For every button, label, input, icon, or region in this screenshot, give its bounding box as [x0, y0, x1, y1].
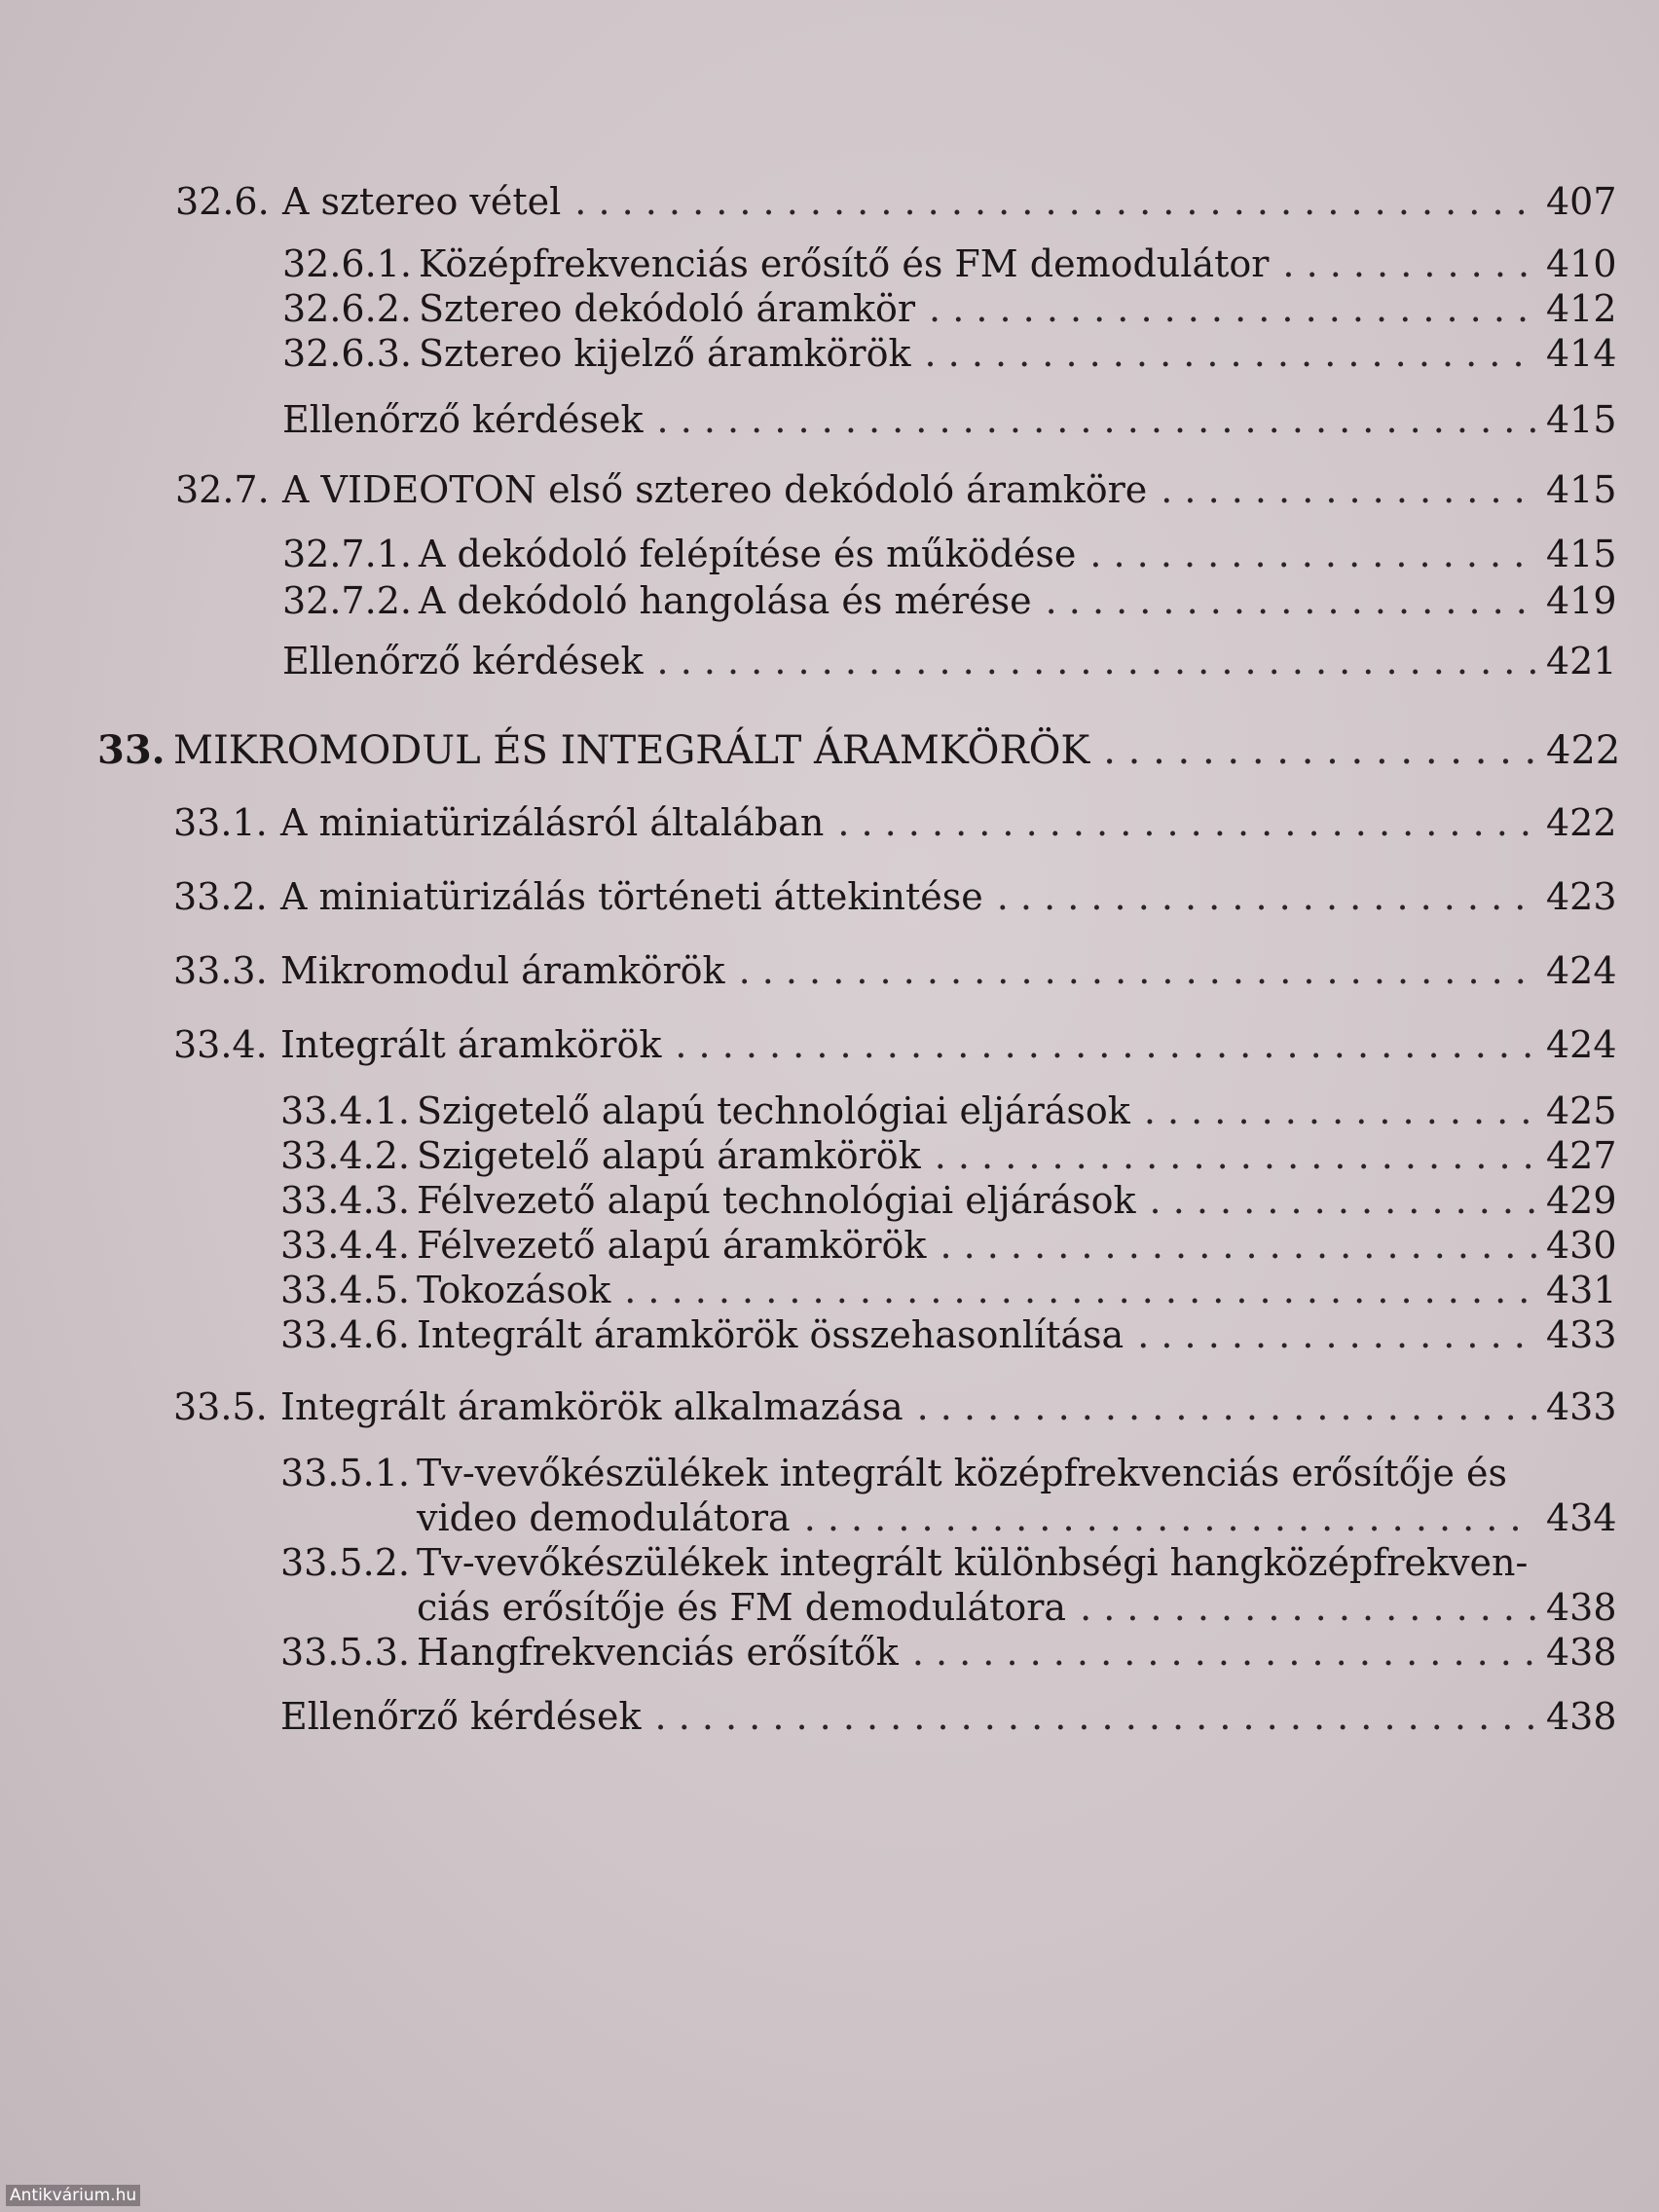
page-number: 423 [1546, 875, 1617, 918]
dot-leader [1137, 1312, 1536, 1357]
toc-entry-32-7-questions [282, 639, 1617, 683]
section-title: Szigetelő alapú áramkörök [417, 1134, 921, 1177]
toc-entry-33-2 [173, 874, 1617, 919]
page-number: 434 [1546, 1496, 1617, 1539]
chapter-number: 33. [97, 727, 166, 773]
toc-entry-32-7 [175, 467, 1617, 512]
section-title: Tokozások [417, 1269, 611, 1311]
section-title: Integrált áramkörök összehasonlítása [417, 1313, 1124, 1356]
page-number: 421 [1546, 640, 1617, 682]
dot-leader [655, 1694, 1536, 1739]
dot-leader [624, 1268, 1536, 1312]
toc-entry-33-5-3 [280, 1630, 1617, 1675]
section-title: Ellenőrző kérdések [280, 1695, 642, 1738]
page-number: 419 [1546, 579, 1617, 622]
toc-entry-33-5-questions [280, 1694, 1617, 1739]
toc-entry-32-6-1 [282, 241, 1617, 286]
page-number: 424 [1546, 1023, 1617, 1066]
page-number: 433 [1546, 1385, 1617, 1428]
dot-leader [1161, 467, 1536, 512]
section-title: Ellenőrző kérdések [282, 398, 644, 441]
section-number: 33.5. [173, 1385, 268, 1428]
toc-entry-33-4-3 [280, 1178, 1617, 1223]
page-number: 431 [1546, 1269, 1617, 1311]
dot-leader [837, 800, 1536, 845]
toc-entry-32-6-2 [282, 286, 1617, 331]
page-number: 430 [1546, 1224, 1617, 1267]
dot-leader [675, 1022, 1536, 1067]
page-number: 412 [1546, 287, 1617, 330]
dot-leader [912, 1630, 1536, 1675]
dot-leader [574, 179, 1536, 224]
section-title: Mikromodul áramkörök [280, 949, 725, 992]
section-number: 33.4.2. [280, 1134, 410, 1177]
page-number: 410 [1546, 242, 1617, 285]
page-number: 424 [1546, 949, 1617, 992]
chapter-title: MIKROMODUL ÉS INTEGRÁLT ÁRAMKÖRÖK [173, 728, 1090, 773]
toc-entry-33-1 [173, 800, 1617, 845]
dot-leader [925, 331, 1537, 376]
section-number: 33.5.1. [280, 1452, 410, 1494]
dot-leader [657, 639, 1536, 683]
section-title: A dekódoló felépítése és működése [419, 533, 1077, 575]
section-title: Szigetelő alapú technológiai eljárások [417, 1089, 1130, 1132]
toc-entry-33-5-2-line1 [280, 1540, 1529, 1585]
section-number: 33.5.3. [280, 1631, 410, 1674]
toc-entry-32-6-questions [282, 397, 1617, 442]
page-number: 422 [1546, 728, 1621, 773]
section-number: 33.4.4. [280, 1224, 410, 1267]
section-number: 32.6.1. [282, 242, 412, 285]
toc-entry-33-4-1 [280, 1088, 1617, 1133]
section-title: Ellenőrző kérdések [282, 640, 644, 682]
dot-leader [997, 874, 1536, 919]
dot-leader [940, 1223, 1536, 1268]
section-title: A sztereo vétel [282, 180, 562, 223]
section-title: Hangfrekvenciás erősítők [417, 1631, 899, 1674]
dot-leader [935, 1133, 1536, 1178]
toc-chapter-33 [97, 727, 1621, 773]
dot-leader [1089, 532, 1536, 576]
section-number: 33.2. [173, 875, 268, 918]
toc-entry-33-5 [173, 1384, 1617, 1429]
dot-leader [917, 1384, 1536, 1429]
section-number: 32.6.3. [282, 332, 412, 375]
page-number: 415 [1546, 398, 1617, 441]
toc-entry-33-5-1-line2 [417, 1495, 1617, 1540]
page-number: 422 [1546, 801, 1617, 844]
dot-leader [929, 286, 1536, 331]
dot-leader [1282, 241, 1536, 286]
toc-entry-33-5-1-line1 [280, 1451, 1508, 1495]
section-number: 33.5.2. [280, 1541, 410, 1584]
dot-leader [804, 1495, 1536, 1540]
section-number: 33.4. [173, 1023, 268, 1066]
section-title-line2: ciás erősítője és FM demodulátora [417, 1586, 1067, 1629]
page-number: 415 [1546, 468, 1617, 511]
section-title: Integrált áramkörök alkalmazása [280, 1385, 903, 1428]
page-number: 407 [1546, 180, 1617, 223]
dot-leader [1150, 1178, 1536, 1223]
section-title: Integrált áramkörök [280, 1023, 662, 1066]
page-number: 425 [1546, 1089, 1617, 1132]
section-number: 32.6.2. [282, 287, 412, 330]
section-title-line1: Tv-vevőkészülékek integrált különbségi hangközépfrekven- [417, 1541, 1529, 1584]
section-title: A miniatürizálásról általában [280, 801, 825, 844]
dot-leader [1103, 728, 1536, 773]
dot-leader [1046, 578, 1536, 623]
page-number: 429 [1546, 1179, 1617, 1222]
dot-leader [1080, 1585, 1536, 1630]
page-number: 438 [1546, 1695, 1617, 1738]
page-number: 438 [1546, 1586, 1617, 1629]
section-title: A dekódoló hangolása és mérése [419, 579, 1032, 622]
section-title: Sztereo kijelző áramkörök [419, 332, 911, 375]
section-title: A miniatürizálás történeti áttekintése [280, 875, 983, 918]
section-title: Középfrekvenciás erősítő és FM demodulátor [419, 242, 1270, 285]
toc-entry-33-4-6 [280, 1312, 1617, 1357]
section-title: Sztereo dekódoló áramkör [419, 287, 916, 330]
dot-leader [739, 948, 1536, 993]
watermark: Antikvárium.hu [6, 2185, 140, 2206]
section-number: 32.7. [175, 468, 270, 511]
section-title-line1: Tv-vevőkészülékek integrált középfrekvenciás erősítője és [417, 1452, 1508, 1494]
page-number: 427 [1546, 1134, 1617, 1177]
page-number: 438 [1546, 1631, 1617, 1674]
toc-entry-33-4-4 [280, 1223, 1617, 1268]
section-title: A VIDEOTON első sztereo dekódoló áramköre [282, 468, 1148, 511]
toc-entry-32-7-2 [282, 578, 1617, 623]
toc-entry-33-3 [173, 948, 1617, 993]
dot-leader [1144, 1088, 1536, 1133]
page-number: 433 [1546, 1313, 1617, 1356]
page-number: 414 [1546, 332, 1617, 375]
toc-entry-33-4-5 [280, 1268, 1617, 1312]
section-title: Félvezető alapú áramkörök [417, 1224, 927, 1267]
section-number: 33.1. [173, 801, 268, 844]
section-number: 33.3. [173, 949, 268, 992]
page-number: 415 [1546, 533, 1617, 575]
section-number: 32.7.1. [282, 533, 412, 575]
section-number: 32.6. [175, 180, 270, 223]
toc-entry-33-4-2 [280, 1133, 1617, 1178]
section-number: 33.4.6. [280, 1313, 410, 1356]
section-number: 33.4.1. [280, 1089, 410, 1132]
section-number: 33.4.5. [280, 1269, 410, 1311]
toc-entry-32-6 [175, 179, 1617, 224]
toc-entry-32-6-3 [282, 331, 1617, 376]
section-number: 33.4.3. [280, 1179, 410, 1222]
section-number: 32.7.2. [282, 579, 412, 622]
toc-entry-33-4 [173, 1022, 1617, 1067]
section-title-line2: video demodulátora [417, 1496, 791, 1539]
dot-leader [657, 397, 1536, 442]
toc-entry-32-7-1 [282, 532, 1617, 576]
toc-entry-33-5-2-line2 [417, 1585, 1617, 1630]
section-title: Félvezető alapú technológiai eljárások [417, 1179, 1136, 1222]
